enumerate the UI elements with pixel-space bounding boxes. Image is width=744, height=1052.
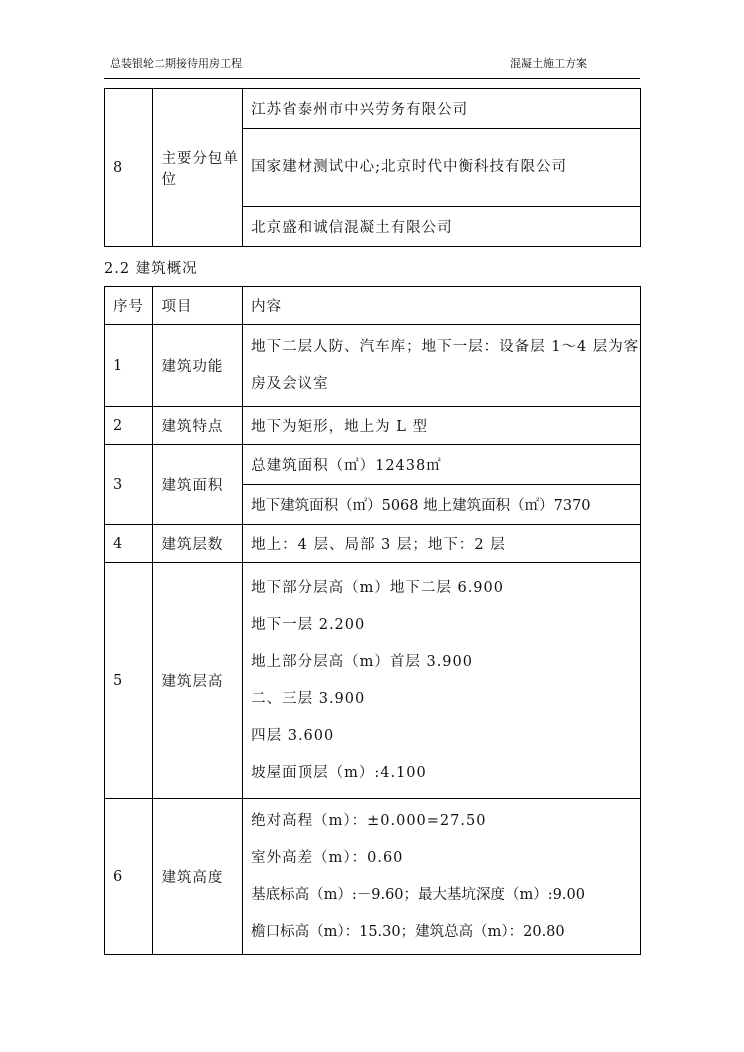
row-number: 8 bbox=[105, 89, 153, 247]
table-row bbox=[105, 407, 641, 445]
content-cell bbox=[243, 485, 641, 525]
row-item: 建筑面积 bbox=[153, 445, 243, 525]
table-row bbox=[105, 799, 641, 955]
header-cell: 项目 bbox=[153, 287, 243, 325]
content-line: 绝对高程（m）：±0.000=27.50 bbox=[251, 812, 487, 829]
row-number: 1 bbox=[105, 325, 153, 407]
content-line: 坡屋面顶层（m）:4.100 bbox=[251, 764, 427, 781]
content-line: 地下建筑面积（㎡）5068 地上建筑面积（㎡）7370 bbox=[251, 498, 591, 514]
header-cell: 序号 bbox=[105, 287, 153, 325]
row-item: 建筑特点 bbox=[153, 407, 243, 445]
row-item: 主要分包单位 bbox=[153, 89, 243, 247]
table-row bbox=[105, 563, 641, 799]
content-line: 地上部分层高（m）首层 3.900 bbox=[251, 653, 473, 670]
header-project-name: 总装银轮二期接待用房工程 bbox=[110, 57, 242, 70]
table-row bbox=[105, 325, 641, 407]
content-cell bbox=[243, 89, 641, 129]
row-number: 6 bbox=[105, 799, 153, 955]
content-line: 地下一层 2.200 bbox=[251, 616, 366, 633]
table-header-row bbox=[105, 287, 641, 325]
content-cell bbox=[243, 325, 641, 407]
header-rule bbox=[104, 78, 640, 79]
row-item: 建筑层数 bbox=[153, 525, 243, 563]
content-line: 总建筑面积（㎡）12438㎡ bbox=[251, 458, 442, 474]
section-title: 2.2 建筑概况 bbox=[104, 261, 198, 277]
content-line: 四层 3.600 bbox=[251, 727, 335, 744]
row-item: 建筑层高 bbox=[153, 563, 243, 799]
content-line: 基底标高（m）:－9.60；最大基坑深度（m）:9.00 bbox=[251, 886, 585, 903]
content-cell bbox=[243, 445, 641, 485]
content-line: 国家建材测试中心;北京时代中衡科技有限公司 bbox=[251, 159, 567, 175]
content-line: 地下二层人防、汽车库；地下一层：设备层 1～4 层为客房及会议室 bbox=[251, 338, 640, 392]
row-number: 4 bbox=[105, 525, 153, 563]
content-line: 二、三层 3.900 bbox=[251, 690, 366, 707]
content-line: 地下部分层高（m）地下二层 6.900 bbox=[251, 579, 504, 596]
row-number: 2 bbox=[105, 407, 153, 445]
header-cell: 内容 bbox=[243, 287, 641, 325]
content-line: 室外高差（m）：0.60 bbox=[251, 849, 404, 866]
table-row bbox=[105, 525, 641, 563]
content-cell bbox=[243, 525, 641, 563]
row-item: 建筑功能 bbox=[153, 325, 243, 407]
content-line: 地下为矩形，地上为 L 型 bbox=[251, 419, 428, 435]
table-row bbox=[105, 445, 641, 485]
row-number: 5 bbox=[105, 563, 153, 799]
subcontractor-table bbox=[104, 88, 641, 247]
content-cell bbox=[243, 207, 641, 247]
content-line: 北京盛和诚信混凝土有限公司 bbox=[251, 220, 453, 236]
content-line: 江苏省泰州市中兴劳务有限公司 bbox=[251, 102, 469, 118]
row-number: 3 bbox=[105, 445, 153, 525]
header-document-title: 混凝土施工方案 bbox=[510, 57, 587, 70]
content-cell bbox=[243, 563, 641, 799]
row-item: 建筑高度 bbox=[153, 799, 243, 955]
content-cell bbox=[243, 407, 641, 445]
content-cell bbox=[243, 799, 641, 955]
content-cell bbox=[243, 129, 641, 207]
content-line: 地上：4 层、局部 3 层；地下：2 层 bbox=[251, 537, 506, 553]
building-overview-table bbox=[104, 286, 641, 955]
content-line: 檐口标高（m）：15.30；建筑总高（m）：20.80 bbox=[251, 923, 565, 940]
